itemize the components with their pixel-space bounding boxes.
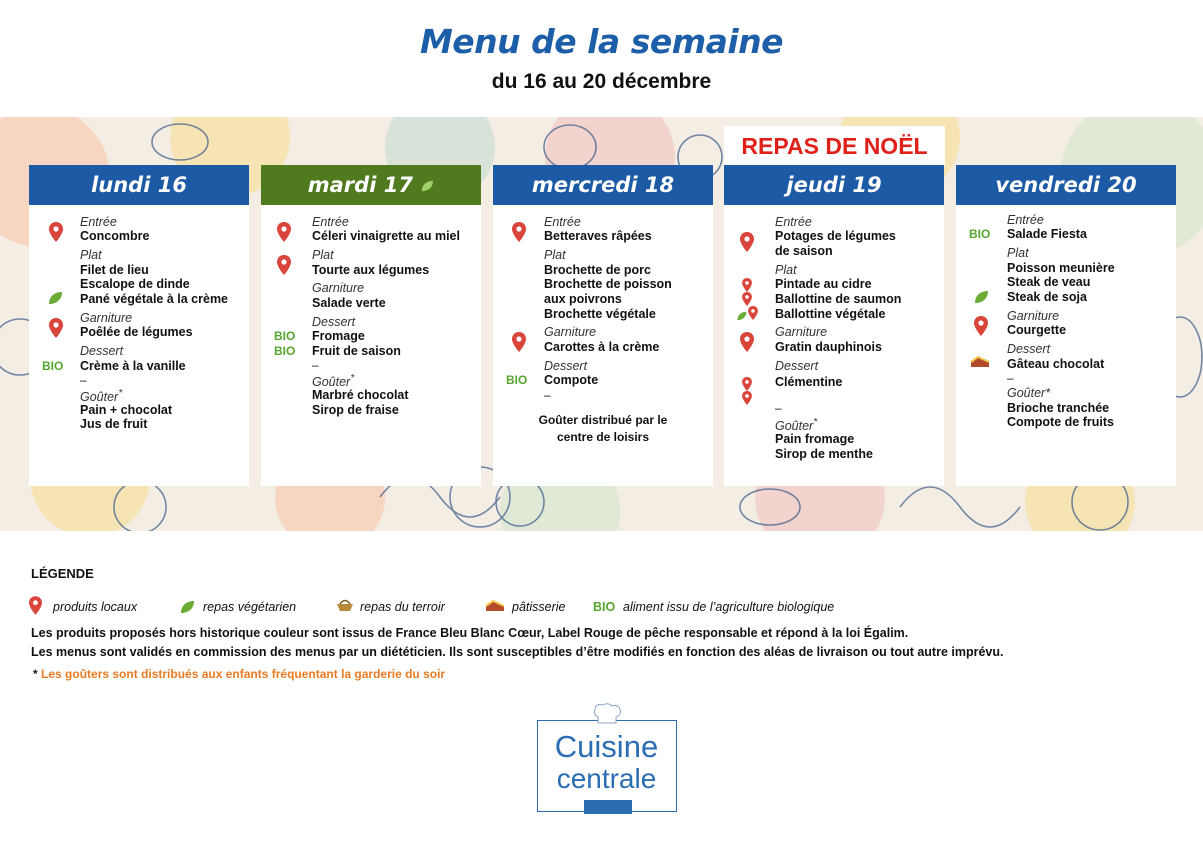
section-label: Goûter* <box>775 417 818 434</box>
day-header: mercredi 18 <box>493 165 713 205</box>
menu-item: Marbré chocolat <box>312 388 409 402</box>
montereau-crest-icon <box>584 800 632 814</box>
menu-item: Crème à la vanille <box>80 359 186 373</box>
day-card-mercredi <box>493 165 713 486</box>
section-label: Entrée <box>1007 213 1044 227</box>
leaf-icon <box>973 290 989 309</box>
separator-dash: – <box>312 358 319 372</box>
section-label: Entrée <box>80 215 117 229</box>
menu-item: Steak de soja <box>1007 290 1087 304</box>
day-header: vendredi 20 <box>956 165 1176 205</box>
section-label: Plat <box>1007 246 1029 260</box>
location-pin-icon <box>49 318 63 343</box>
section-label: Entrée <box>312 215 349 229</box>
logo-line-2: centrale <box>556 763 657 794</box>
section-label: Plat <box>544 248 566 262</box>
day-header: jeudi 19 <box>724 165 944 205</box>
menu-item: Gratin dauphinois <box>775 340 882 354</box>
menu-item: Courgette <box>1007 323 1067 337</box>
menu-item: Carottes à la crème <box>544 340 660 354</box>
section-label: Garniture <box>775 325 828 339</box>
menu-item: Jus de fruit <box>80 417 148 431</box>
menu-item: Poisson meunière <box>1007 261 1115 275</box>
menu-item: Escalope de dinde <box>80 277 190 291</box>
menu-item: Brioche tranchée <box>1007 401 1110 415</box>
legend-bio-label: aliment issu de l’agriculture biologique <box>623 600 835 614</box>
location-pin-icon <box>277 222 291 247</box>
section-label: Garniture <box>1007 309 1060 323</box>
section-label: Garniture <box>80 311 133 325</box>
section-label: Garniture <box>312 281 365 295</box>
legend-local-label: produits locaux <box>53 600 138 614</box>
location-pin-icon <box>742 391 752 410</box>
menu-item: Concombre <box>80 229 150 243</box>
menu-item: aux poivrons <box>544 292 622 306</box>
day-header: lundi 16 <box>29 165 249 205</box>
leaf-icon <box>420 173 434 197</box>
location-pin-icon <box>740 232 754 257</box>
menu-item: Fromage <box>312 329 365 343</box>
section-label: Plat <box>312 248 334 262</box>
basket-icon <box>335 598 355 615</box>
day-header: mardi 17 <box>261 165 481 205</box>
menu-item: Betteraves râpées <box>544 229 652 243</box>
section-label: Entrée <box>544 215 581 229</box>
logo-line-1: Cuisine <box>554 729 659 764</box>
menu-item: Poêlée de légumes <box>80 325 193 339</box>
leaf-icon <box>179 600 195 617</box>
menu-item: Tourte aux légumes <box>312 263 430 277</box>
menu-item: Clémentine <box>775 375 843 389</box>
menu-item: Ballottine de saumon <box>775 292 902 306</box>
bio-badge: BIO <box>274 329 296 343</box>
day-card-vendredi <box>956 165 1176 486</box>
legend-vege-label: repas végétarien <box>203 600 297 614</box>
section-label: Dessert <box>544 359 588 373</box>
christmas-meal-label: REPAS DE NOËL <box>724 126 945 166</box>
menu-item: Ballottine végétale <box>775 307 886 321</box>
location-pin-icon <box>49 222 63 247</box>
menu-item: Brochette végétale <box>544 307 656 321</box>
menu-item: Sirop de menthe <box>775 447 873 461</box>
info-line: Les produits proposés hors historique couleur sont issus de France Bleu Blanc Cœur, Label Rouge de pêche responsable et répond à la loi Égalim. <box>31 626 909 640</box>
gouter-note: Goûter distribué par le centre de loisirs <box>538 413 668 444</box>
menu-item: Filet de lieu <box>80 263 149 277</box>
leaf-icon <box>736 308 747 326</box>
chef-hat-icon <box>592 703 622 730</box>
menu-item: de saison <box>775 244 833 258</box>
separator-dash: – <box>1007 371 1014 385</box>
menu-item: Compote de fruits <box>1007 415 1114 429</box>
section-label: Plat <box>80 248 102 262</box>
cake-slice-icon <box>485 599 505 616</box>
section-label: Goûter* <box>312 373 355 390</box>
section-label: Goûter* <box>1007 386 1051 400</box>
bio-badge: BIO <box>42 359 64 373</box>
bio-badge: BIO <box>593 600 616 614</box>
separator-dash: – <box>544 388 551 402</box>
menu-item: Compote <box>544 373 599 387</box>
section-label: Entrée <box>775 215 812 229</box>
bio-badge: BIO <box>274 344 296 358</box>
menu-item: Sirop de fraise <box>312 403 399 417</box>
section-label: Garniture <box>544 325 597 339</box>
gouter-footnote: * Les goûters sont distribués aux enfants fréquentant la garderie du soir <box>33 667 446 681</box>
section-label: Dessert <box>80 344 124 358</box>
legend-terroir-label: repas du terroir <box>360 600 445 614</box>
leaf-icon <box>47 291 63 310</box>
menu-item: Brochette de porc <box>544 263 651 277</box>
menu-item: Gâteau chocolat <box>1007 357 1105 371</box>
day-card-mardi <box>261 165 481 486</box>
menu-item: Salade Fiesta <box>1007 227 1087 241</box>
location-pin-icon <box>512 222 526 247</box>
separator-dash: – <box>80 373 87 387</box>
location-pin-icon <box>29 596 42 618</box>
cake-slice-icon <box>970 355 990 374</box>
menu-item: Salade verte <box>312 296 386 310</box>
location-pin-icon <box>277 255 291 280</box>
section-label: Dessert <box>775 359 819 373</box>
menu-item: Pané végétale à la crème <box>80 292 229 306</box>
day-card-lundi <box>29 165 249 486</box>
legend-title: LÉGENDE <box>31 566 94 581</box>
section-label: Goûter* <box>80 388 123 405</box>
menu-item: Pain fromage <box>775 432 855 446</box>
page-title: Menu de la semaine <box>419 22 784 61</box>
location-pin-icon <box>740 332 754 357</box>
section-label: Dessert <box>1007 342 1051 356</box>
menu-item: Brochette de poisson <box>544 277 672 291</box>
separator-dash: – <box>775 401 782 415</box>
legend-patis-label: pâtisserie <box>512 600 566 614</box>
location-pin-icon <box>512 332 526 357</box>
menu-item: Steak de veau <box>1007 275 1091 289</box>
info-line: Les menus sont validés en commission des menus par un diététicien. Ils sont susceptibles d’être modifiés en fonction des aléas de livraison ou tout autre imprévu. <box>31 645 1004 659</box>
page-subtitle: du 16 au 20 décembre <box>491 70 712 93</box>
menu-item: Fruit de saison <box>312 344 401 358</box>
bio-badge: BIO <box>969 227 991 241</box>
menu-item: Pintade au cidre <box>775 277 872 291</box>
menu-item: Pain + chocolat <box>80 403 173 417</box>
section-label: Dessert <box>312 315 356 329</box>
menu-item: Céleri vinaigrette au miel <box>312 229 460 243</box>
location-pin-icon <box>974 316 988 341</box>
menu-item: Potages de légumes <box>775 229 896 243</box>
day-card-jeudi <box>724 165 944 486</box>
bio-badge: BIO <box>506 373 528 387</box>
cuisine-centrale-logo <box>537 720 677 812</box>
location-pin-icon <box>748 306 758 325</box>
section-label: Plat <box>775 263 797 277</box>
